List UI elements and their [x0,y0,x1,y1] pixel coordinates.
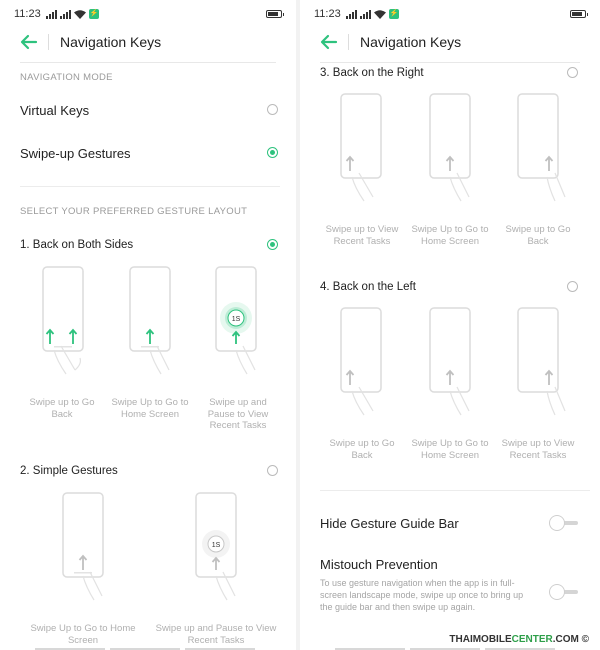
option3-radio[interactable] [567,67,578,78]
app-header [300,28,600,58]
back-arrow-icon[interactable] [20,34,38,50]
status-bar [14,6,282,22]
status-time: 11:23 [314,8,341,20]
gesture-layout-label: SELECT YOUR PREFERRED GESTURE LAYOUT [20,206,248,217]
caption-simple-recent: Swipe up and Pause to View Recent Tasks [155,623,277,646]
gesture-illustration-r1 [328,93,392,203]
page-title: Navigation Keys [360,34,462,50]
gesture-illustration-l1 [328,307,392,417]
gesture-illustration-back-both [30,266,94,376]
caption-swipe-recent: Swipe up and Pause to View Recent Tasks [207,397,269,431]
cellular-signal-icon [346,10,357,19]
hide-gesture-bar-toggle[interactable] [550,516,578,530]
hold-1s-label: 1S [231,316,241,323]
gesture-illustration-l2 [417,307,481,417]
copyright-icon: © [581,634,589,645]
option4-radio[interactable] [567,281,578,292]
cellular-signal-icon [46,10,57,19]
phone-outline-icon [30,266,94,376]
status-time: 11:23 [14,8,41,20]
gesture-illustration-r3 [505,93,569,203]
caption-simple-home: Swipe Up to Go to Home Screen [30,623,136,646]
virtual-keys-radio[interactable] [267,104,278,115]
mistouch-toggle[interactable] [550,585,578,599]
cellular-signal-icon [360,10,371,19]
hold-1s-label: 1S [211,542,221,549]
mistouch-description: To use gesture navigation when the app is in full-screen landscape mode, swipe up once to bring up the guide bar and then swipe up again. [320,578,524,612]
caption-r1: Swipe up to View Recent Tasks [325,224,399,247]
caption-swipe-home: Swipe Up to Go to Home Screen [111,397,189,420]
gesture-illustration-l3 [505,307,569,417]
gesture-illustration-simple-recent [183,492,247,602]
cellular-signal-icon [60,10,71,19]
battery-icon [266,10,282,18]
right-screen: 11:23 ⚡ Navigation Keys 3. Back on the Right Swipe up to View Recent Tasks Swipe Up to Go to Home Screen Swipe up to Go Back 4. Back on the Left Swipe up to Go Back Swipe Up to Go to Home Screen Swipe up to View Recent Tasks Hide Gesture Guide Bar Mistouch Prevention To use gesture navigation when the app is in full-screen landscape mode, swipe up once to bring up the guide bar and then swipe up again. [300,0,600,650]
gesture-illustration-home [117,266,181,376]
caption-r2: Swipe Up to Go to Home Screen [411,224,489,247]
wifi-icon [374,10,386,19]
option1-radio[interactable] [267,239,278,250]
battery-icon [570,10,586,18]
option2-radio[interactable] [267,465,278,476]
navigation-mode-label: NAVIGATION MODE [20,72,113,83]
status-bar [314,6,586,22]
charging-icon: ⚡ [89,10,99,17]
caption-l3: Swipe up to View Recent Tasks [501,438,575,461]
charging-icon: ⚡ [389,10,399,17]
caption-swipe-back: Swipe up to Go Back [29,397,95,420]
gesture-illustration-r2 [417,93,481,203]
swipe-up-gestures-radio[interactable] [267,147,278,158]
left-screen: 11:23 ⚡ Navigation Keys NAVIGATION MODE Virtual Keys Swipe-up Gestures SELECT YOUR PREFERRED GESTURE LAYOUT 1. Back on Both Sides 1S Swipe up to Go Back Swipe Up to Go to Home Screen Swipe up and Pause to View Recent Tasks 2. Simple Gestures 1S Swipe Up to Go to Home Screen Swipe up and Pause to View Recent Tasks [0,0,296,650]
caption-l2: Swipe Up to Go to Home Screen [411,438,489,461]
caption-r3: Swipe up to Go Back [505,224,571,247]
caption-l1: Swipe up to Go Back [329,438,395,461]
app-header [0,28,296,58]
gesture-illustration-simple-home [50,492,114,602]
back-arrow-icon[interactable] [320,34,338,50]
gesture-illustration-recent [203,266,267,376]
page-title: Navigation Keys [60,34,162,50]
wifi-icon [74,10,86,19]
watermark-logo: THAIMOBILECENTER.COM © [446,633,592,646]
